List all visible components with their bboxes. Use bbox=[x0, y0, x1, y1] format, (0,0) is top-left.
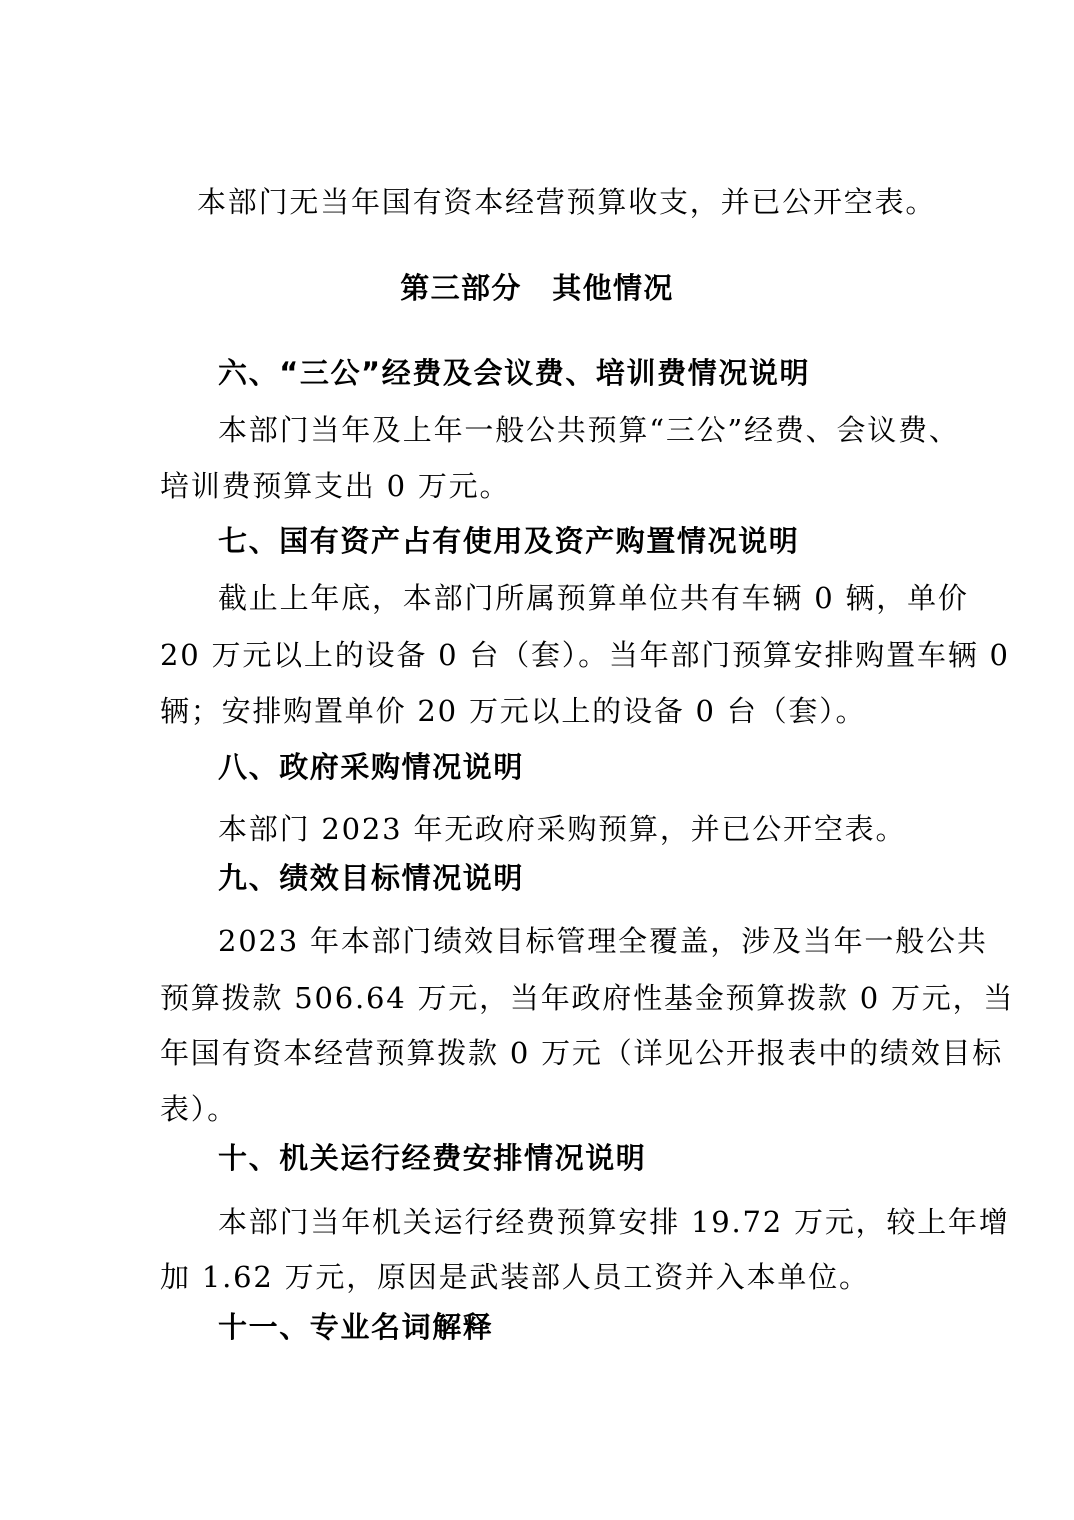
section-heading-eleven: 十一、专业名词解释 bbox=[218, 1310, 494, 1344]
section-six-line-1: 本部门当年及上年一般公共预算“三公”经费、会议费、 bbox=[218, 413, 960, 447]
section-nine-line-3: 年国有资本经营预算拨款 0 万元（详见公开报表中的绩效目标 bbox=[160, 1036, 1004, 1070]
section-six-line-2: 培训费预算支出 0 万元。 bbox=[160, 469, 511, 503]
section-heading-nine: 九、绩效目标情况说明 bbox=[218, 861, 525, 895]
part-title: 第三部分 其他情况 bbox=[400, 271, 674, 305]
section-seven-line-3: 辆；安排购置单价 20 万元以上的设备 0 台（套）。 bbox=[160, 694, 867, 728]
section-ten-line-2: 加 1.62 万元，原因是武装部人员工资并入本单位。 bbox=[160, 1260, 870, 1294]
section-ten-line-1: 本部门当年机关运行经费预算安排 19.72 万元，较上年增 bbox=[218, 1205, 1010, 1239]
section-nine-line-4: 表）。 bbox=[160, 1092, 238, 1126]
section-eight-line-1: 本部门 2023 年无政府采购预算，并已公开空表。 bbox=[218, 812, 907, 846]
section-heading-seven: 七、国有资产占有使用及资产购置情况说明 bbox=[218, 524, 800, 558]
section-nine-line-1: 2023 年本部门绩效目标管理全覆盖，涉及当年一般公共 bbox=[218, 924, 988, 958]
section-nine-line-2: 预算拨款 506.64 万元，当年政府性基金预算拨款 0 万元，当 bbox=[160, 981, 1015, 1015]
intro-paragraph: 本部门无当年国有资本经营预算收支，并已公开空表。 bbox=[197, 185, 937, 219]
section-heading-ten: 十、机关运行经费安排情况说明 bbox=[218, 1141, 647, 1175]
section-heading-six: 六、“三公”经费及会议费、培训费情况说明 bbox=[218, 356, 811, 390]
section-heading-eight: 八、政府采购情况说明 bbox=[218, 750, 525, 784]
section-seven-line-2: 20 万元以上的设备 0 台（套）。当年部门预算安排购置车辆 0 bbox=[160, 638, 1010, 672]
section-seven-line-1: 截止上年底，本部门所属预算单位共有车辆 0 辆，单价 bbox=[218, 581, 969, 615]
